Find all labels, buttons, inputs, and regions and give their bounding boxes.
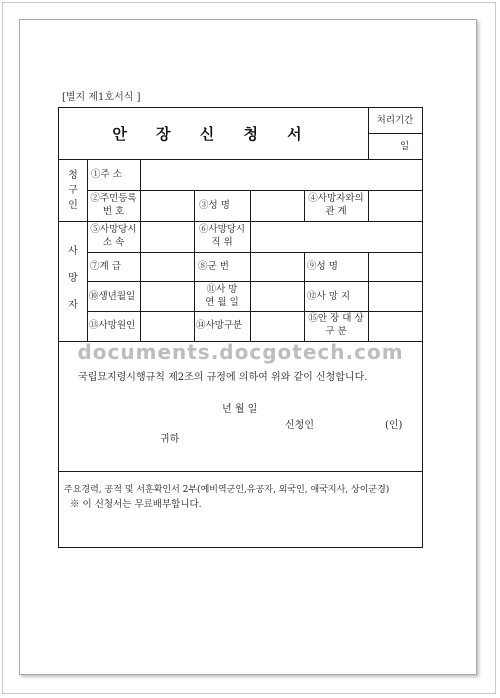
position-label-line1: ⑥사망당시 xyxy=(198,224,246,235)
table-border-bottom xyxy=(58,547,423,548)
processing-divider xyxy=(368,133,422,134)
burial-target-label-line2: 구 분 xyxy=(325,326,347,337)
applicant-section-label: 청 구 인 xyxy=(68,170,78,211)
table-border-right xyxy=(422,107,423,548)
birth-date-label: ⑩생년월일 xyxy=(89,291,136,302)
row-line xyxy=(58,471,423,472)
relation-value[interactable] xyxy=(369,191,422,221)
processing-period-unit: 일 xyxy=(400,141,410,152)
document-title: 안 장 신 청 서 xyxy=(112,124,314,143)
form-label: [별지 제1호서식 ] xyxy=(62,92,141,103)
rrn-label-line1: ②주민등록 xyxy=(90,193,137,204)
free-distribution-note: ※ 이 신청서는 무료배부합니다. xyxy=(70,499,202,510)
address-value[interactable] xyxy=(141,160,422,190)
deceased-name-value[interactable] xyxy=(369,253,422,281)
addressee: 귀하 xyxy=(160,434,180,445)
death-date-value[interactable] xyxy=(251,282,304,311)
name-value[interactable] xyxy=(251,191,304,221)
deceased-section-label: 사 망 자 xyxy=(68,246,78,311)
address-label: ①주 소 xyxy=(91,169,122,180)
affiliation-label-line2: 소 속 xyxy=(102,237,125,248)
death-place-label: ⑫사 망 지 xyxy=(307,291,351,302)
rank-label: ⑦계 급 xyxy=(90,261,121,272)
death-type-value[interactable] xyxy=(251,312,304,341)
cause-of-death-label: ⑬사망원인 xyxy=(89,320,136,331)
birth-date-value[interactable] xyxy=(141,282,194,311)
processing-period-label: 처리기간 xyxy=(376,115,414,126)
column-line xyxy=(194,190,195,341)
burial-target-label-line1: ⑮안 장 대 상 xyxy=(308,313,364,324)
service-number-label: ⑧군 번 xyxy=(198,261,229,272)
date-line: 년 월 일 xyxy=(222,404,258,415)
relation-label-line2: 관 계 xyxy=(325,206,347,217)
affiliation-value[interactable] xyxy=(141,222,194,252)
name-label: ③성 명 xyxy=(199,200,230,211)
burial-target-value[interactable] xyxy=(369,312,422,341)
applicant-signature-label: 신청인 xyxy=(285,420,314,431)
death-place-value[interactable] xyxy=(369,282,422,311)
service-number-value[interactable] xyxy=(251,253,304,281)
affiliation-label-line1: ⑤사망당시 xyxy=(90,224,137,235)
deceased-name-label: ⑨성 명 xyxy=(307,261,338,272)
application-statement: 국립묘지령시행규칙 제2조의 규정에 의하여 위와 같이 신청합니다. xyxy=(78,372,368,383)
attachments-note: 주요경력, 공적 및 서훈확인서 2부(예비역군인,유공자, 외국인, 애국지사, 상이군경) xyxy=(64,485,390,495)
seal-mark: (인) xyxy=(385,420,403,431)
rrn-value[interactable] xyxy=(141,191,194,221)
rank-value[interactable] xyxy=(141,253,194,281)
watermark: documents.docgotech.com xyxy=(77,340,404,364)
rrn-label-line2: 번 호 xyxy=(102,206,125,217)
death-type-label: ⑭사망구분 xyxy=(196,320,243,331)
cause-of-death-value[interactable] xyxy=(141,312,194,341)
death-date-label-line1: ⑪사 망 xyxy=(206,284,238,295)
position-value[interactable] xyxy=(251,222,422,252)
position-label-line2: 직 위 xyxy=(211,237,233,248)
death-date-label-line2: 연 월 일 xyxy=(205,297,239,308)
relation-label-line1: ④사망자와의 xyxy=(308,193,364,204)
